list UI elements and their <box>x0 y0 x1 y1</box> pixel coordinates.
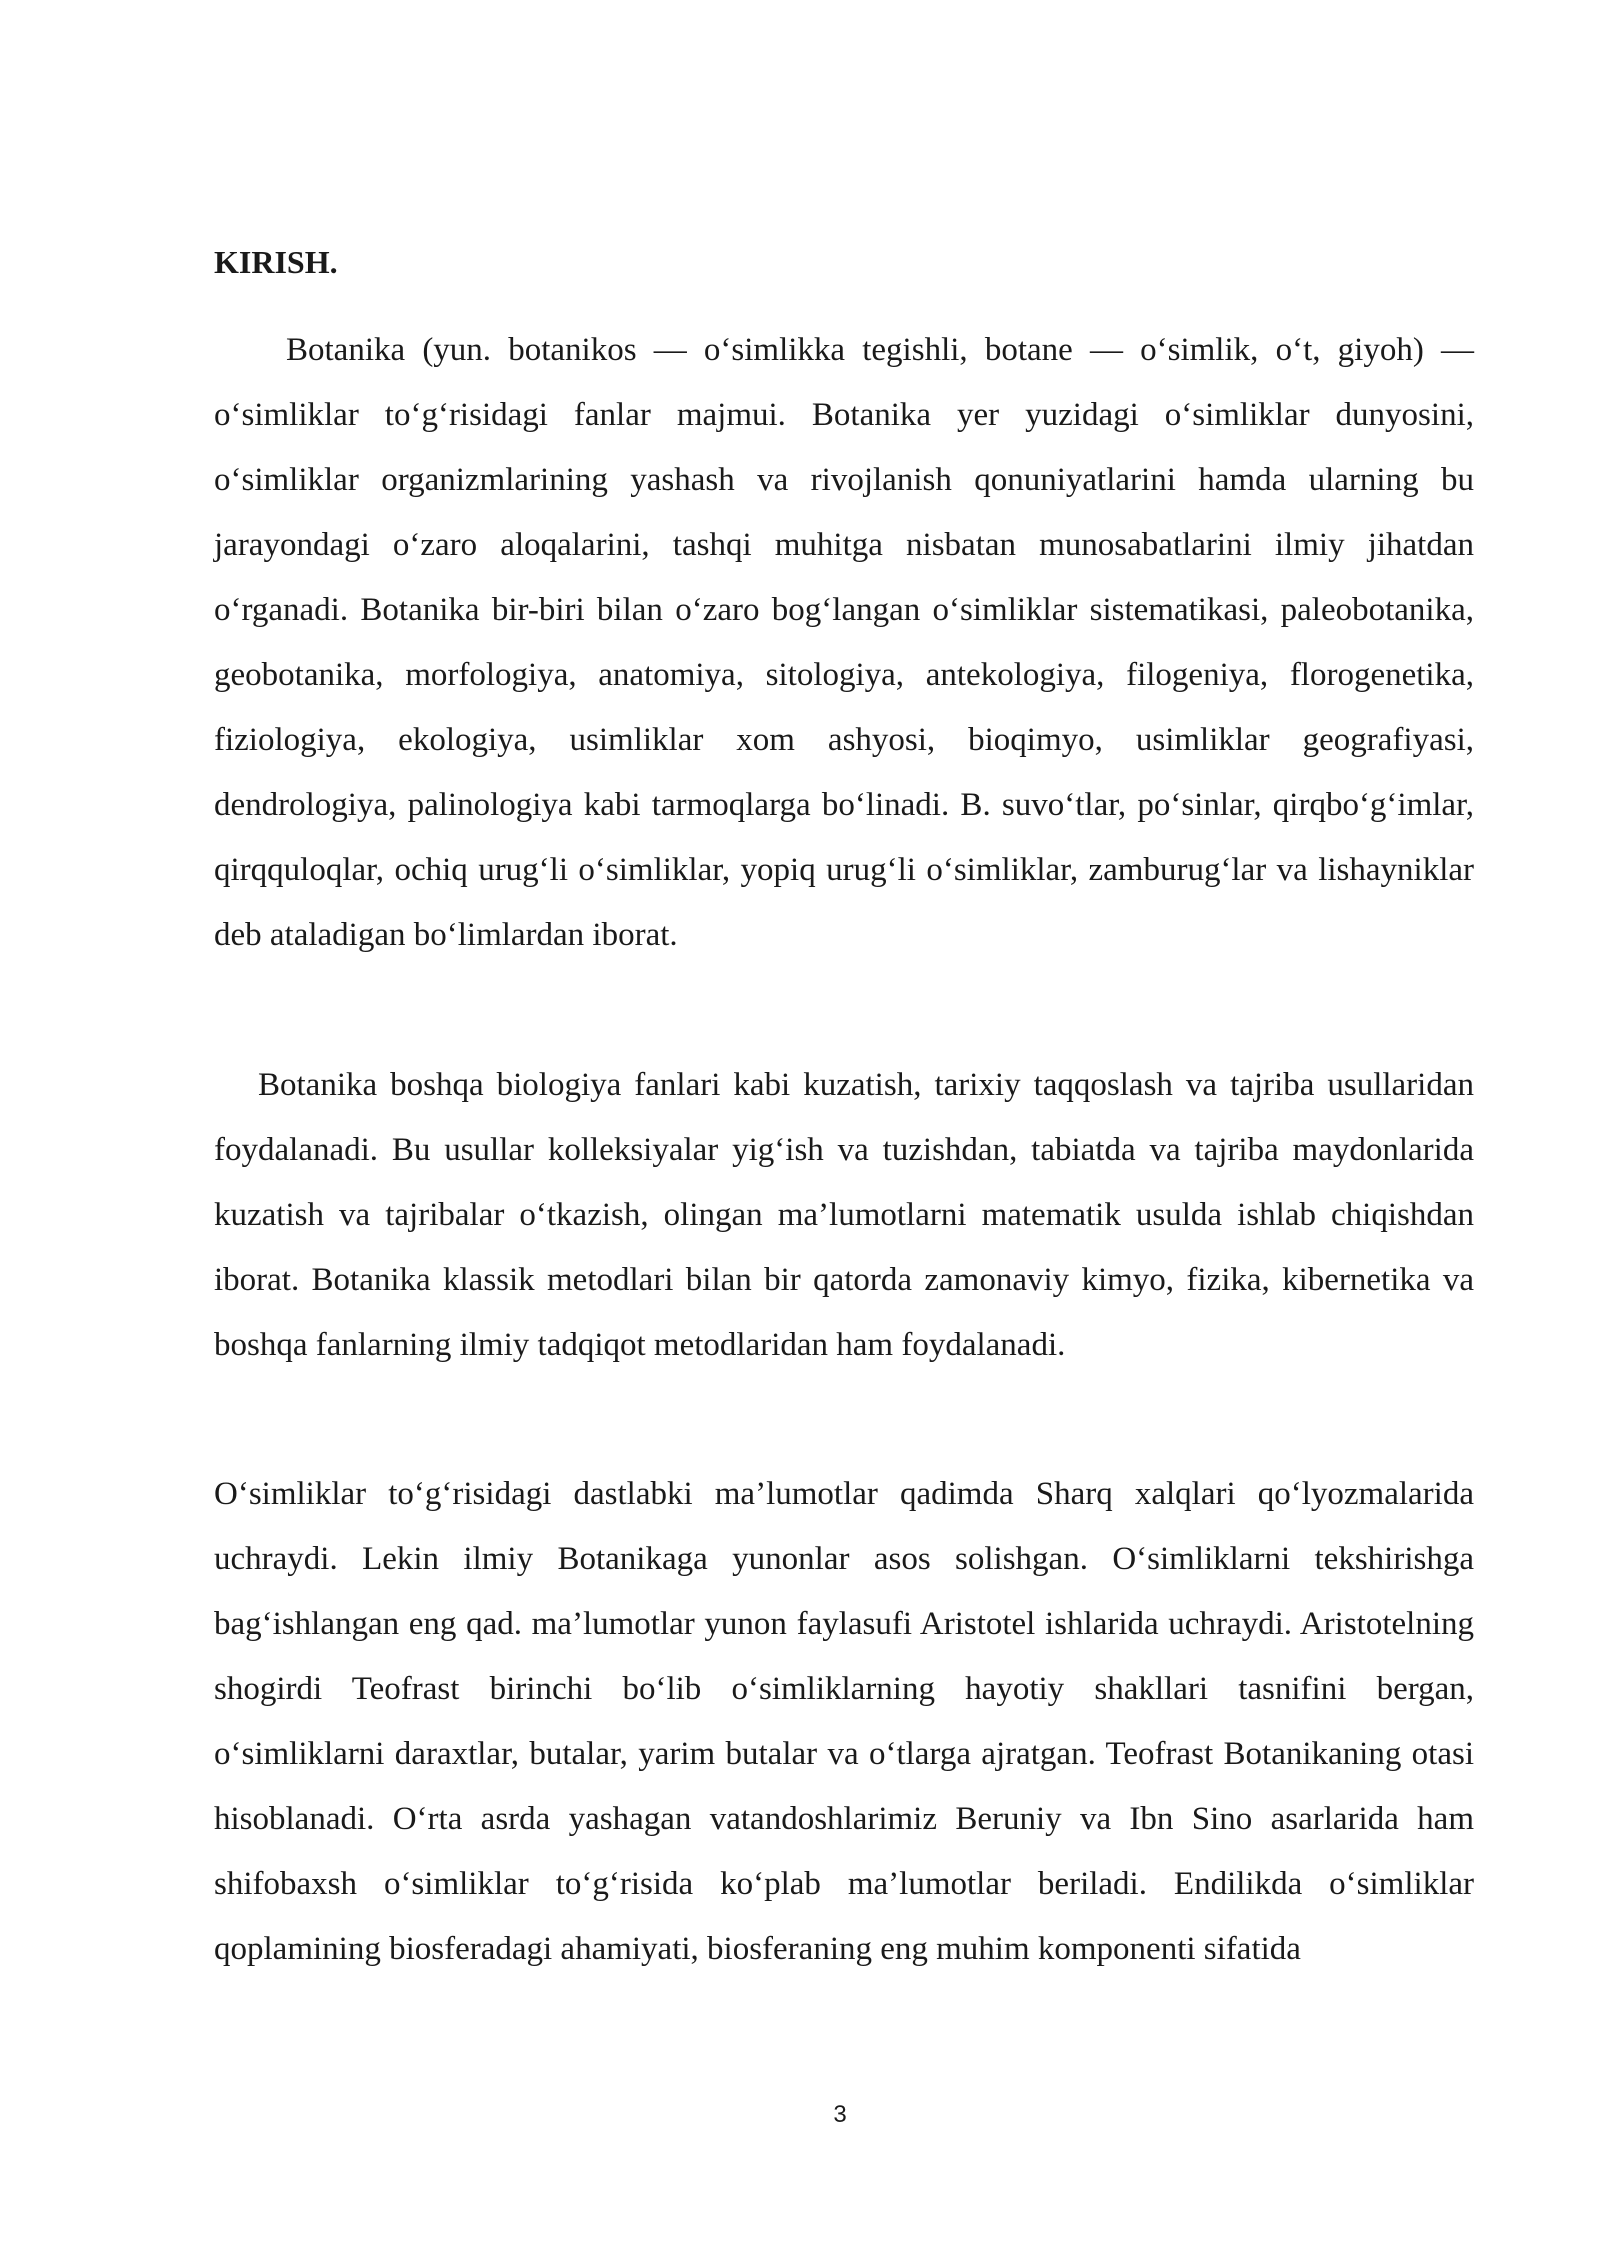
page-number: 3 <box>833 2101 847 2128</box>
paragraph-botanika-methods: Botanika boshqa biologiya fanlari kabi kuzatish, tarixiy taqqoslash va tajriba usullaridan foydalanadi. Bu usullar kolleksiyalar yigʻish va tuzishdan, tabiatda va tajriba maydonlarida kuzatish va tajribalar oʻtkazish, olingan ma’lumotlarni matematik usulda ishlab chiqishdan iborat. Botanika klassik metodlari bilan bir qatorda zamonaviy kimyo, fizika, kibernetika va boshqa fanlarning ilmiy tadqiqot metodlaridan ham foydalanadi. <box>214 1067 1474 1363</box>
paragraph-botanika-history: Oʻsimliklar toʻgʻrisidagi dastlabki ma’lumotlar qadimda Sharq xalqlari qoʻlyozmalarida uchraydi. Lekin ilmiy Botanikaga yunonlar asos solishgan. Oʻsimliklarni tekshirishga bagʻishlangan eng qad. ma’lumotlar yunon faylasufi Aristotel ishlarida uchraydi. Aristotelning shogirdi Teofrast birinchi boʻlib oʻsimliklarning hayotiy shakllari tasnifini bergan, oʻsimliklarni daraxtlar, butalar, yarim butalar va oʻtlarga ajratgan. Teofrast Botanikaning otasi hisoblanadi. Oʻrta asrda yashagan vatandoshlarimiz Beruniy va Ibn Sino asarlarida ham shifobaxsh oʻsimliklar toʻgʻrisida koʻplab ma’lumotlar beriladi. Endilikda oʻsimliklar qoplamining biosferadagi ahamiyati, biosferaning eng muhim komponenti sifatida <box>214 1476 1474 1967</box>
section-heading: KIRISH. <box>214 244 338 280</box>
paragraph-botanika-definition: Botanika (yun. botanikos — oʻsimlikka tegishli, botane — oʻsimlik, oʻt, giyoh) — oʻsimliklar toʻgʻrisidagi fanlar majmui. Botanika yer yuzidagi oʻsimliklar dunyosini, oʻsimliklar organizmlarining yashash va rivojlanish qonuniyatlarini hamda ularning bu jarayondagi oʻzaro aloqalarini, tashqi muhitga nisbatan munosabatlarini ilmiy jihatdan oʻrganadi. Botanika bir-biri bilan oʻzaro bogʻlangan oʻsimliklar sistematikasi, paleobotanika, geobotanika, morfologiya, anatomiya, sitologiya, antekologiya, filogeniya, florogenetika, fiziologiya, ekologiya, usimliklar xom ashyosi, bioqimyo, usimliklar geografiyasi, dendrologiya, palinologiya kabi tarmoqlarga boʻlinadi. B. suvoʻtlar, poʻsinlar, qirqboʻgʻimlar, qirqquloqlar, ochiq urugʻli oʻsimliklar, yopiq urugʻli oʻsimliklar, zamburugʻlar va lishayniklar deb ataladigan boʻlimlardan iborat. <box>214 332 1474 953</box>
